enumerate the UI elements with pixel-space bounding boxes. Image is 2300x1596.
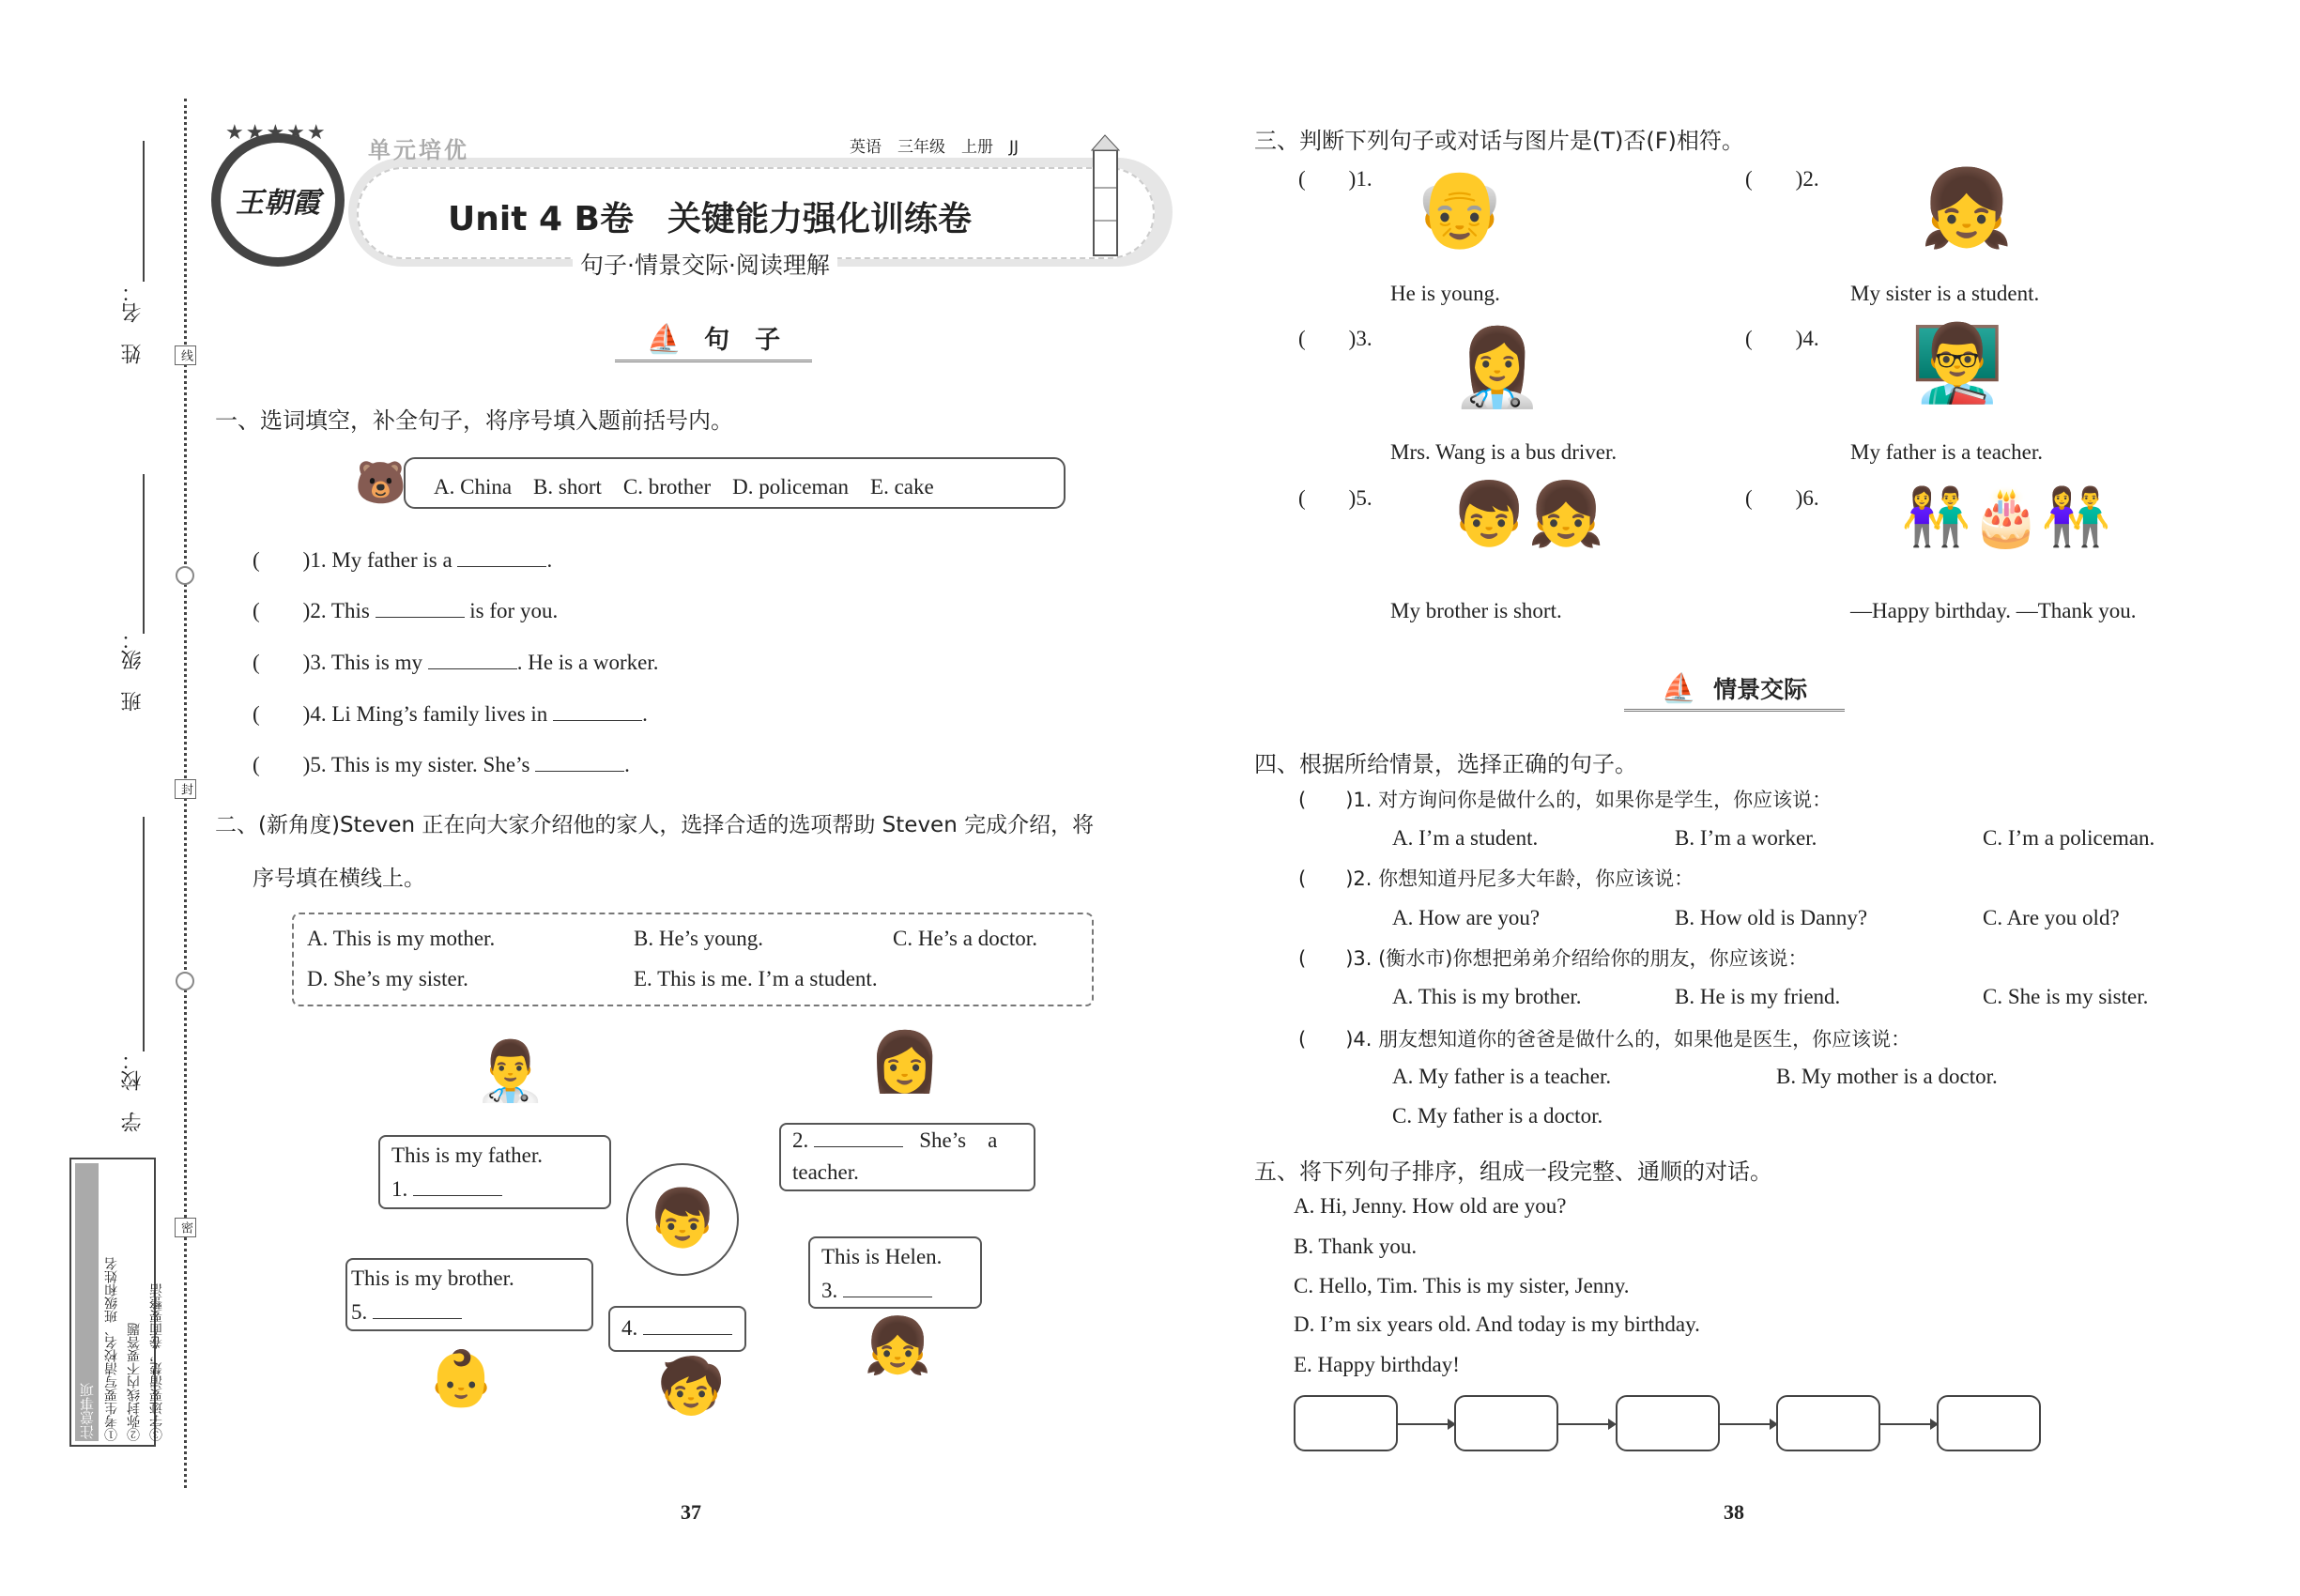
q3-caption: —Happy birthday. —Thank you. <box>1850 599 2137 622</box>
logo-stars: ★★★★★ <box>225 120 328 144</box>
bear-icon: 🐻 <box>355 460 406 506</box>
page-subtitle: 句子·情景交际·阅读理解 <box>573 247 837 281</box>
notice-item: ②弥封线内不要答题 <box>127 1323 142 1441</box>
q4-option: A. I’m a student. <box>1392 826 1539 850</box>
class-label: 班 级： <box>121 629 145 712</box>
circle-mark <box>176 972 194 990</box>
sailboat-icon: ⛵ <box>1661 673 1697 704</box>
class-line <box>143 474 145 634</box>
page-number-right: 38 <box>1724 1500 1744 1524</box>
speech-bubble-me: 4. <box>608 1306 746 1352</box>
q2-option: B. He’s young. <box>634 927 763 950</box>
speech-bubble-helen: This is Helen. 3. <box>808 1236 982 1309</box>
notice-title: 注意事项 <box>75 1163 99 1441</box>
q2-option: C. He’s a doctor. <box>893 927 1037 950</box>
answer-blank[interactable] <box>376 599 465 618</box>
q5-line: B. Thank you. <box>1294 1235 1418 1258</box>
q3-item-number: ( )1. <box>1298 167 1372 191</box>
series-label: 单元培优 <box>368 137 469 163</box>
name-line <box>143 141 145 282</box>
speech-bubble-brother: This is my brother. 5. <box>345 1258 593 1331</box>
school-line <box>143 817 145 1051</box>
q1-item: ( )2. This is for you. <box>253 599 559 622</box>
q4-title: 四、根据所给情景，选择正确的句子。 <box>1254 751 1637 777</box>
notice-item: ③字迹要清楚，卷面要整洁 <box>149 1283 164 1441</box>
answer-blank[interactable] <box>457 548 546 567</box>
q4-question: ( )3. (衡水市)你想把弟弟介绍给你的朋友，你应该说： <box>1298 947 1808 970</box>
notice-box <box>69 1158 164 1447</box>
cut-mark-secret: 密 <box>175 1218 196 1237</box>
q2-option: E. This is me. I’m a student. <box>634 967 878 990</box>
answer-blank[interactable] <box>814 1128 903 1147</box>
q4-question: ( )2. 你想知道丹尼多大年龄，你应该说： <box>1298 867 1694 890</box>
notice-item: ①考生要写清校名、班级和姓名 <box>104 1257 119 1441</box>
q3-item-number: ( )6. <box>1745 486 1819 510</box>
q3-item-number: ( )3. <box>1298 327 1372 350</box>
q4-option: A. How are you? <box>1392 906 1541 929</box>
q3-caption: Mrs. Wang is a bus driver. <box>1390 440 1618 464</box>
q1-options-box <box>404 457 1066 509</box>
order-answer-box[interactable] <box>1937 1395 2041 1451</box>
section-heading-dialog: ⛵ 情景交际 <box>1624 671 1845 712</box>
answer-blank[interactable] <box>535 753 624 772</box>
logo <box>211 133 345 267</box>
arrow-icon <box>1880 1423 1937 1425</box>
q3-item-number: ( )4. <box>1745 327 1819 350</box>
cut-mark-line: 线 <box>175 345 196 365</box>
q2-title-line1: 二、(新角度)Steven 正在向大家介绍他的家人，选择合适的选项帮助 Steven 完成介绍，将 <box>215 813 1095 837</box>
sailboat-icon: ⛵ <box>646 324 682 355</box>
q1-title: 一、选词填空，补全句子，将序号填入题前括号内。 <box>215 407 733 434</box>
order-answer-box[interactable] <box>1294 1395 1398 1451</box>
school-label: 学 校： <box>121 1050 145 1132</box>
q3-item-number: ( )5. <box>1298 486 1372 510</box>
q2-option: A. This is my mother. <box>307 927 496 950</box>
girl-student-figure: 👧 <box>1920 168 2014 251</box>
q5-line: E. Happy birthday! <box>1294 1353 1460 1376</box>
q4-option: A. My father is a teacher. <box>1392 1065 1612 1088</box>
arrow-icon <box>1720 1423 1776 1425</box>
order-answer-box[interactable] <box>1616 1395 1720 1451</box>
arrow-icon <box>1398 1423 1454 1425</box>
meta-label: 英语 三年级 上册 JJ <box>850 138 1020 157</box>
q3-caption: My brother is short. <box>1390 599 1562 622</box>
helen-figure: 👧 <box>864 1315 932 1376</box>
q3-caption: He is young. <box>1390 282 1500 305</box>
q4-option: B. I’m a worker. <box>1675 826 1817 850</box>
q4-option: B. My mother is a doctor. <box>1776 1065 1998 1088</box>
page-number-left: 37 <box>681 1500 701 1524</box>
baby-brother-figure: 👶 <box>427 1348 496 1409</box>
page-title: Unit 4 B卷 关键能力强化训练卷 <box>448 200 972 238</box>
order-answer-box[interactable] <box>1776 1395 1880 1451</box>
circle-mark <box>176 566 194 585</box>
logo-text: 王朝霞 <box>236 187 320 220</box>
brother-sister-figure: 👦👧 <box>1450 481 1605 549</box>
q1-item: ( )3. This is my . He is a worker. <box>253 651 659 674</box>
q2-option: D. She’s my sister. <box>307 967 468 990</box>
q1-item: ( )4. Li Ming’s family lives in . <box>253 702 648 726</box>
boy-figure: 🧒 <box>657 1356 726 1417</box>
q4-option: A. This is my brother. <box>1392 985 1582 1008</box>
cut-mark-seal: 封 <box>175 779 196 799</box>
father-doctor-figure: 👨‍⚕️ <box>474 1040 547 1104</box>
q1-item: ( )5. This is my sister. She’s . <box>253 753 630 776</box>
q4-question: ( )1. 对方询问你是做什么的，如果你是学生，你应该说： <box>1298 789 1832 811</box>
mother-figure: 👩 <box>868 1031 942 1095</box>
q4-question: ( )4. 朋友想知道你的爸爸是做什么的，如果他是医生，你应该说： <box>1298 1028 1911 1051</box>
arrow-icon <box>1558 1423 1615 1425</box>
answer-blank[interactable] <box>413 1177 502 1196</box>
speech-bubble-father: This is my father. 1. <box>378 1135 611 1209</box>
q4-option: C. Are you old? <box>1983 906 2120 929</box>
q4-option: C. She is my sister. <box>1983 985 2149 1008</box>
answer-blank[interactable] <box>428 651 517 669</box>
old-man-figure: 👴 <box>1413 168 1507 251</box>
q1-options: A. China B. short C. brother D. policeman E. cake <box>434 475 934 499</box>
answer-blank[interactable] <box>373 1300 462 1319</box>
q2-title-line2: 序号填在横线上。 <box>253 867 425 891</box>
section-heading-sentences: ⛵ 句 子 <box>615 319 812 362</box>
q4-option: B. He is my friend. <box>1675 985 1841 1008</box>
q5-title: 五、将下列句子排序，组成一段完整、通顺的对话。 <box>1254 1159 1772 1185</box>
speech-bubble-mother: 2. She’s a teacher. <box>779 1123 1035 1191</box>
q5-line: D. I’m six years old. And today is my birthday. <box>1294 1312 1700 1336</box>
order-answer-box[interactable] <box>1454 1395 1558 1451</box>
answer-blank[interactable] <box>843 1279 932 1297</box>
q4-option: C. I’m a policeman. <box>1983 826 2155 850</box>
answer-blank[interactable] <box>643 1316 732 1335</box>
steven-circle: 👦 <box>626 1163 739 1276</box>
birthday-party-figure: 👫🎂👫 <box>1901 486 2112 548</box>
q3-caption: My sister is a student. <box>1850 282 2040 305</box>
q4-option: C. My father is a doctor. <box>1392 1104 1603 1128</box>
answer-blank[interactable] <box>553 702 642 721</box>
q5-line: C. Hello, Tim. This is my sister, Jenny. <box>1294 1274 1630 1297</box>
q3-title: 三、判断下列句子或对话与图片是(T)否(F)相符。 <box>1254 128 1744 154</box>
name-label: 姓 名： <box>121 282 145 364</box>
q5-line: A. Hi, Jenny. How old are you? <box>1294 1194 1567 1218</box>
q3-item-number: ( )2. <box>1745 167 1819 191</box>
q4-option: B. How old is Danny? <box>1675 906 1868 929</box>
father-teacher-figure: 👨‍🏫 <box>1910 323 2004 406</box>
lighthouse-icon <box>1084 131 1127 258</box>
q3-caption: My father is a teacher. <box>1850 440 2043 464</box>
q1-item: ( )1. My father is a . <box>253 548 553 572</box>
mrs-wang-figure: 👩‍⚕️ <box>1450 328 1544 410</box>
